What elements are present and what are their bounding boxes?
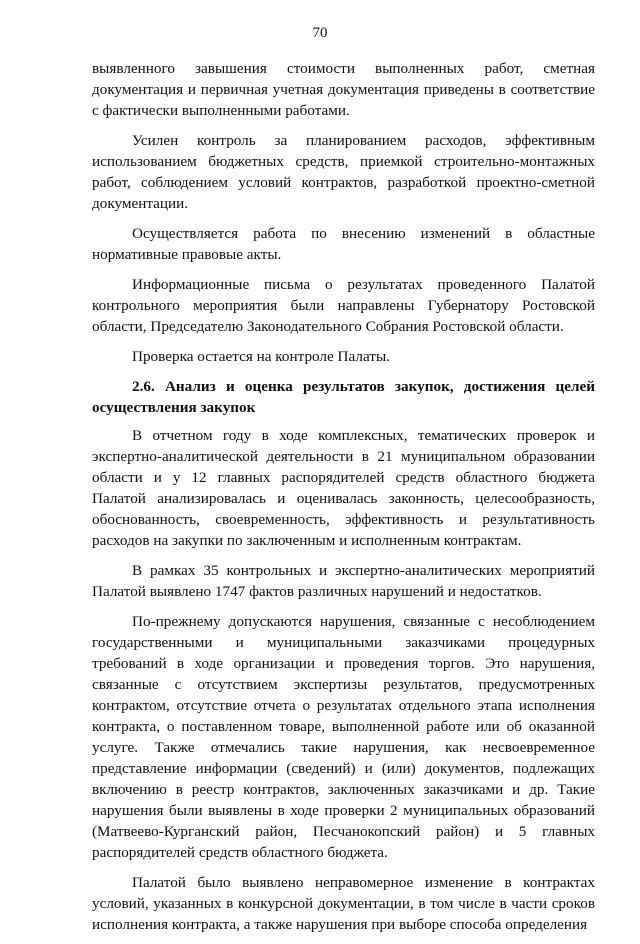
- paragraph-reporting-year: В отчетном году в ходе комплексных, тематических проверок и экспертно-аналитической деятельности в 21 муниципальном образовании области и у 12 главных распорядителей средств областного бюджета Палатой анализировалась и оценивалась законность, целесообразность, обоснованность, своевременность, эффективность и результативность расходов на закупки по заключенным и исполненным контрактам.: [92, 427, 595, 549]
- paragraph-regulatory-changes: Осуществляется работа по внесению изменений в областные нормативные правовые акты.: [92, 225, 595, 263]
- page-number: 70: [312, 25, 328, 41]
- paragraph-control-strengthened: Усилен контроль за планированием расходов, эффективным использованием бюджетных средств, приемкой строительно-монтажных работ, соблюдением условий контрактов, разработкой проектно-сметной документации.: [92, 132, 595, 212]
- paragraph-procedural-violations: По-прежнему допускаются нарушения, связанные с несоблюдением государственными и муниципальными заказчиками процедурных требований в ходе организации и проведения торгов. Это нарушения, связанные с отсутствием экспертизы результатов, предусмотренных контрактом, отсутствие отчета о результатах отдельного этапа исполнения контракта, о поставленном товаре, выполненной работе или об оказанной услуге. Также отмечались такие нарушения, как несвоевременное представление информации (сведений) и (или) документов, подлежащих включению в реестр контрактов, заключенных заказчиками и др. Такие нарушения были выявлены в ходе проверки 2 муниципальных образований (Матвеево-Курганский район, Песчанокопский район) и 5 главных распорядителей средств областного бюджета.: [92, 613, 595, 861]
- page-content: [92, 58, 595, 944]
- section-heading: 2.6. Анализ и оценка результатов закупок, достижения целей осуществления закупок: [92, 378, 595, 416]
- paragraph-on-control: Проверка остается на контроле Палаты.: [132, 348, 390, 365]
- paragraph-violations-count: В рамках 35 контрольных и экспертно-аналитических мероприятий Палатой выявлено 1747 фактов различных нарушений и недостатков.: [92, 562, 595, 600]
- paragraph-continuation: выявленного завышения стоимости выполненных работ, сметная документация и первичная учетная документация приведены в соответствие с фактически выполненными работами.: [92, 60, 595, 119]
- paragraph-information-letters: Информационные письма о результатах проведенного Палатой контрольного мероприятия были направлены Губернатору Ростовской области, Председателю Законодательного Собрания Ростовской области.: [92, 276, 595, 335]
- paragraph-contract-changes: Палатой было выявлено неправомерное изменение в контрактах условий, указанных в конкурсной документации, в том числе в части сроков исполнения контракта, а также нарушения при выборе способа определения: [92, 874, 595, 933]
